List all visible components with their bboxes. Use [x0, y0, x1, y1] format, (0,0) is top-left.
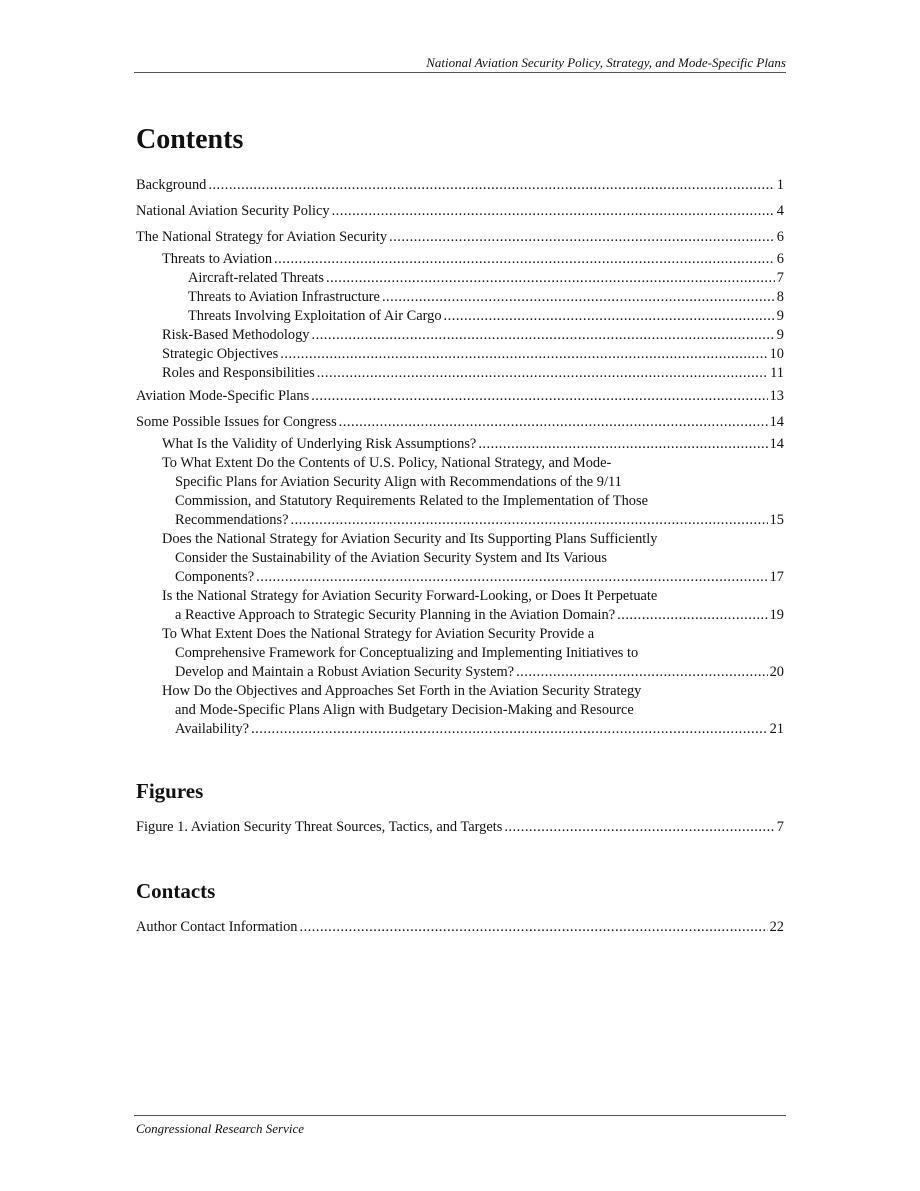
dot-leader — [389, 228, 775, 247]
dot-leader — [208, 176, 774, 195]
dot-leader — [251, 720, 768, 739]
toc-entry-roles-and-responsibilities[interactable] — [136, 364, 784, 383]
toc-entry-title: Threats Involving Exploitation of Air Cargo — [188, 308, 442, 324]
toc-entry-page: 17 — [769, 569, 784, 585]
toc-entry-strategic-objectives[interactable] — [136, 345, 784, 364]
toc-entry-page: 19 — [769, 607, 784, 623]
toc-entry-title: Aviation Mode-Specific Plans — [136, 388, 310, 404]
toc-entry-page: 4 — [776, 203, 784, 219]
toc-entry-page: 20 — [769, 664, 784, 680]
toc-entry-title: Strategic Objectives — [162, 346, 279, 362]
toc-entry-line: Specific Plans for Aviation Security Align with Recommendations of the 9/11 — [175, 474, 622, 490]
toc-entry-title: The National Strategy for Aviation Security — [136, 229, 388, 245]
toc-entry-risk-based-methodology[interactable] — [136, 326, 784, 345]
toc-entry-page: 14 — [769, 414, 784, 430]
toc-entry-background[interactable] — [136, 176, 784, 195]
toc-entry-page: 13 — [769, 388, 784, 404]
toc-entry-national-aviation-security-policy[interactable] — [136, 202, 784, 221]
dot-leader — [339, 413, 768, 432]
dot-leader — [280, 345, 767, 364]
toc-entry-page: 7 — [776, 270, 784, 286]
toc-entry-last-line — [162, 511, 784, 530]
toc-entry-page: 9 — [776, 308, 784, 324]
toc-entry-page: 15 — [769, 512, 784, 528]
toc-entry-title: Author Contact Information — [136, 919, 298, 935]
toc-entry-page: 9 — [776, 327, 784, 343]
toc-entry-last-line — [162, 606, 784, 625]
toc-entry-line: and Mode-Specific Plans Align with Budgetary Decision-Making and Resource — [175, 702, 634, 718]
footer-rule — [134, 1115, 786, 1116]
toc-entry-page: 7 — [776, 819, 784, 835]
contents-heading: Contents — [136, 124, 244, 155]
toc-entry-line: Develop and Maintain a Robust Aviation Security System? — [175, 664, 515, 680]
toc-entry-line: Comprehensive Framework for Conceptualizing and Implementing Initiatives to — [175, 645, 639, 661]
dot-leader — [311, 387, 767, 406]
toc-entry-risk-assumptions[interactable] — [136, 435, 784, 454]
toc-entry-threats-to-aviation-infrastructure[interactable] — [136, 288, 784, 307]
toc-entry-page: 10 — [769, 346, 784, 362]
toc-entry-page: 21 — [769, 721, 784, 737]
toc-entry-author-contact[interactable] — [136, 918, 784, 937]
toc-entry-line: Components? — [175, 569, 255, 585]
dot-leader — [291, 511, 768, 530]
toc-entry-page: 6 — [776, 251, 784, 267]
toc-entry-title: Background — [136, 177, 207, 193]
toc-entry-page: 6 — [776, 229, 784, 245]
dot-leader — [299, 918, 767, 937]
toc-entry-sustainability[interactable] — [136, 530, 784, 587]
dot-leader — [444, 307, 775, 326]
toc-entry-forward-looking[interactable] — [136, 587, 784, 625]
toc-entry-title: Roles and Responsibilities — [162, 365, 315, 381]
dot-leader — [256, 568, 767, 587]
toc-entry-threats-air-cargo[interactable] — [136, 307, 784, 326]
contents-list — [136, 176, 784, 739]
dot-leader — [382, 288, 775, 307]
toc-entry-title: Threats to Aviation — [162, 251, 273, 267]
toc-entry-aviation-mode-specific-plans[interactable] — [136, 387, 784, 406]
figures-heading: Figures — [136, 779, 204, 803]
figures-list — [136, 818, 784, 837]
toc-entry-page: 11 — [770, 365, 784, 381]
toc-entry-figure-1[interactable] — [136, 818, 784, 837]
toc-entry-title: Figure 1. Aviation Security Threat Sources, Tactics, and Targets — [136, 819, 503, 835]
toc-entry-title: National Aviation Security Policy — [136, 203, 330, 219]
toc-entry-line: Does the National Strategy for Aviation Security and Its Supporting Plans Sufficiently — [162, 531, 658, 547]
toc-entry-page: 14 — [769, 436, 784, 452]
toc-entry-title: What Is the Validity of Underlying Risk Assumptions? — [162, 436, 477, 452]
toc-entry-threats-to-aviation[interactable] — [136, 250, 784, 269]
dot-leader — [317, 364, 768, 383]
dot-leader — [312, 326, 775, 345]
toc-entry-last-line — [162, 568, 784, 587]
toc-entry-page: 1 — [776, 177, 784, 193]
toc-entry-budgetary-alignment[interactable] — [136, 682, 784, 739]
toc-entry-title: Risk-Based Methodology — [162, 327, 310, 343]
toc-entry-title: Some Possible Issues for Congress — [136, 414, 337, 430]
toc-entry-title: Threats to Aviation Infrastructure — [188, 289, 380, 305]
header-rule — [134, 72, 786, 73]
dot-leader — [478, 435, 767, 454]
toc-entry-last-line — [162, 720, 784, 739]
toc-entry-line: Is the National Strategy for Aviation Security Forward-Looking, or Does It Perpetuate — [162, 588, 658, 604]
toc-entry-title: Aircraft-related Threats — [188, 270, 324, 286]
toc-entry-line: How Do the Objectives and Approaches Set Forth in the Aviation Security Strategy — [162, 683, 642, 699]
toc-entry-line: Commission, and Statutory Requirements Related to the Implementation of Those — [175, 493, 648, 509]
toc-entry-line: Recommendations? — [175, 512, 289, 528]
toc-entry-page: 8 — [776, 289, 784, 305]
toc-entry-line: Availability? — [175, 721, 250, 737]
dot-leader — [516, 663, 768, 682]
dot-leader — [274, 250, 775, 269]
running-header: National Aviation Security Policy, Strategy, and Mode-Specific Plans — [426, 55, 786, 70]
toc-entry-line: To What Extent Does the National Strategy for Aviation Security Provide a — [162, 626, 595, 642]
toc-entry-line: Consider the Sustainability of the Aviation Security System and Its Various — [175, 550, 607, 566]
toc-entry-national-strategy[interactable] — [136, 228, 784, 247]
dot-leader — [617, 606, 767, 625]
toc-entry-issues-for-congress[interactable] — [136, 413, 784, 432]
toc-entry-comprehensive-framework[interactable] — [136, 625, 784, 682]
dot-leader — [504, 818, 774, 837]
toc-entry-line: To What Extent Do the Contents of U.S. Policy, National Strategy, and Mode- — [162, 455, 612, 471]
toc-entry-page: 22 — [769, 919, 784, 935]
dot-leader — [332, 202, 775, 221]
toc-entry-aircraft-related-threats[interactable] — [136, 269, 784, 288]
toc-entry-last-line — [162, 663, 784, 682]
toc-entry-commission-alignment[interactable] — [136, 454, 784, 530]
dot-leader — [326, 269, 775, 288]
contacts-list — [136, 918, 784, 937]
contacts-heading: Contacts — [136, 879, 216, 903]
toc-entry-line: a Reactive Approach to Strategic Security Planning in the Aviation Domain? — [175, 607, 616, 623]
running-footer: Congressional Research Service — [136, 1121, 304, 1136]
